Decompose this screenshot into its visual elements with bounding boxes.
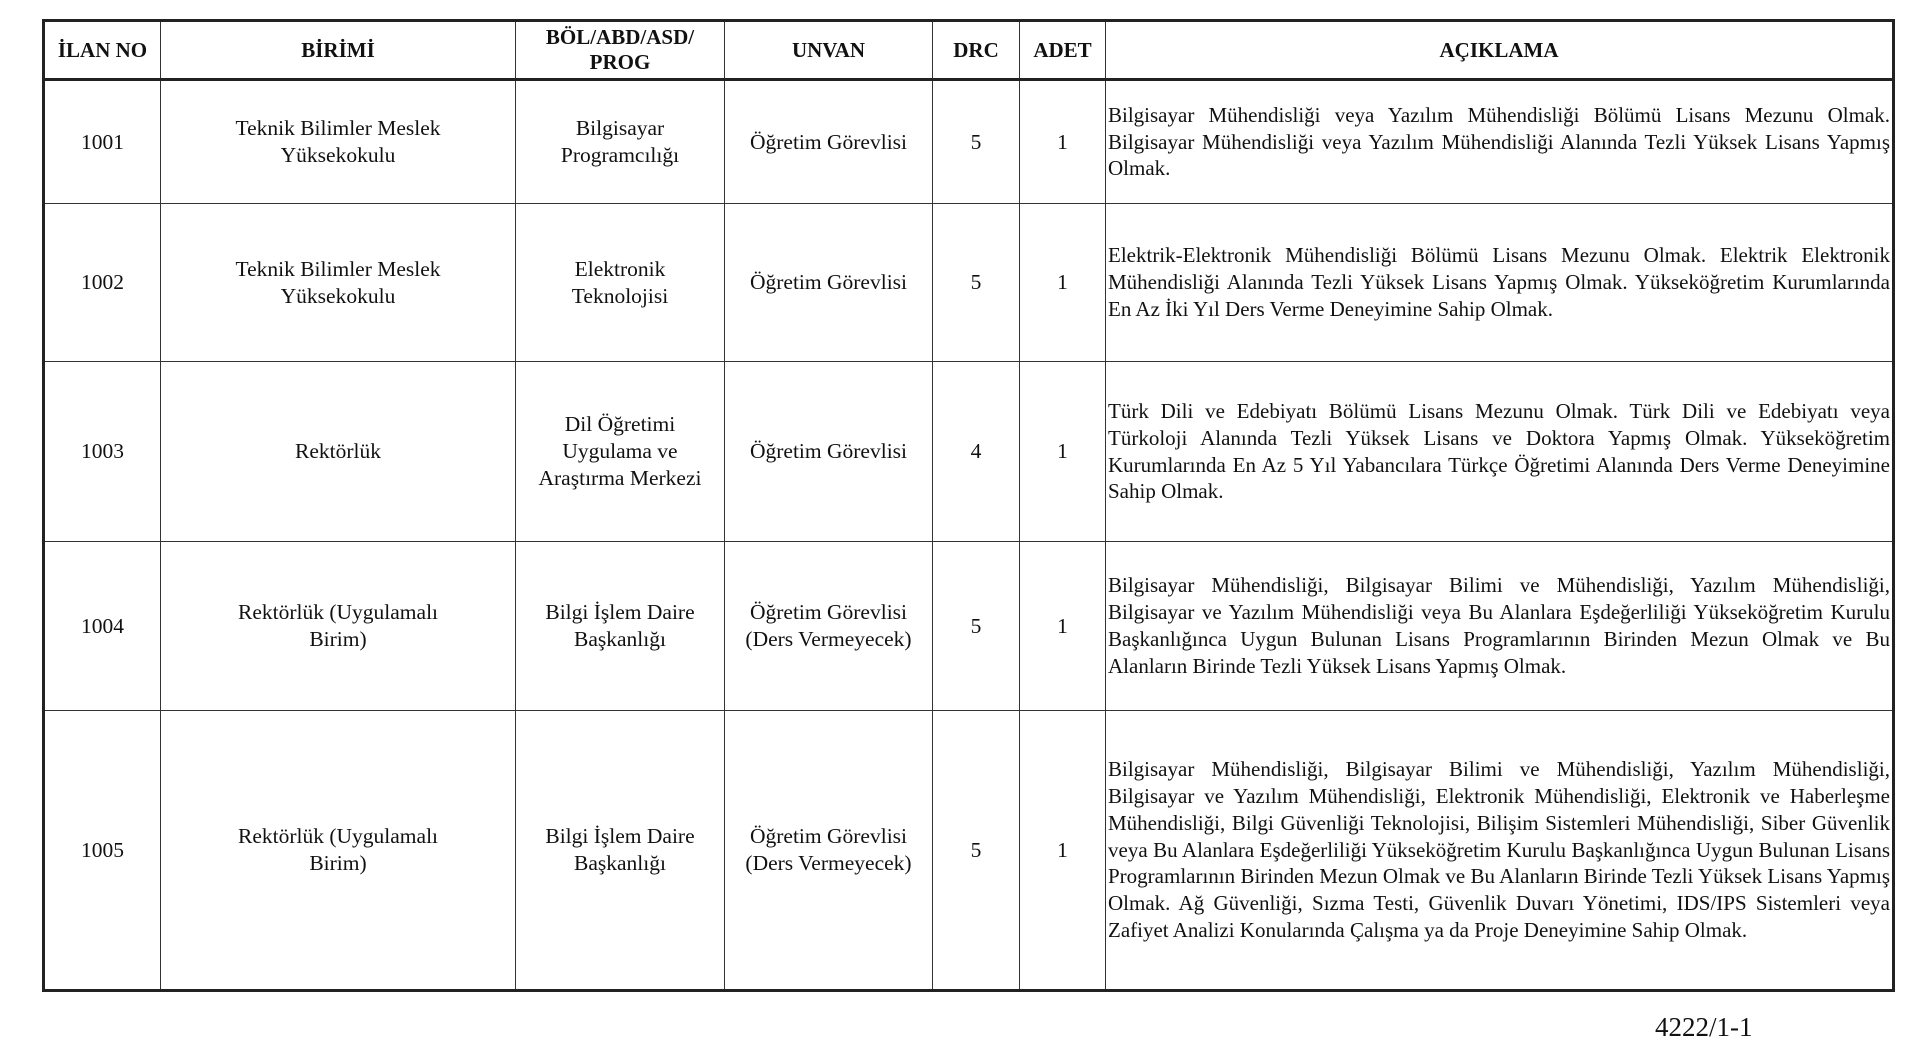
header-ilan-no: İLAN NO	[44, 21, 161, 80]
table-body	[44, 80, 1894, 991]
cell-drc: 5	[933, 711, 1020, 991]
cell-drc: 4	[933, 362, 1020, 542]
cell-drc: 5	[933, 80, 1020, 204]
cell-aciklama: Elektrik-Elektronik Mühendisliği Bölümü Lisans Mezunu Olmak. Elektrik Elektronik Mühendisliği Alanında Tezli Yüksek Lisans Yapmış Olmak. Yükseköğretim Kurumlarında En Az İki Yıl Ders Verme Deneyimine Sahip Olmak.	[1106, 204, 1894, 362]
cell-unvan: Öğretim Görevlisi (Ders Vermeyecek)	[725, 711, 933, 991]
table-row	[44, 80, 1894, 204]
cell-bolum: Bilgisayar Programcılığı	[516, 80, 725, 204]
table-header	[44, 21, 1894, 80]
cell-ilan-no: 1004	[44, 542, 161, 711]
cell-ilan-no: 1003	[44, 362, 161, 542]
cell-adet: 1	[1020, 204, 1106, 362]
header-bolum: BÖL/ABD/ASD/ PROG	[516, 21, 725, 80]
cell-adet: 1	[1020, 711, 1106, 991]
cell-drc: 5	[933, 542, 1020, 711]
cell-adet: 1	[1020, 80, 1106, 204]
job-listing-table	[42, 19, 1895, 992]
header-row	[44, 21, 1894, 80]
cell-adet: 1	[1020, 542, 1106, 711]
cell-adet: 1	[1020, 362, 1106, 542]
table-row	[44, 542, 1894, 711]
cell-bolum: Dil Öğretimi Uygulama ve Araştırma Merkezi	[516, 362, 725, 542]
cell-birimi: Teknik Bilimler Meslek Yüksekokulu	[161, 80, 516, 204]
cell-birimi: Teknik Bilimler Meslek Yüksekokulu	[161, 204, 516, 362]
cell-ilan-no: 1001	[44, 80, 161, 204]
cell-unvan: Öğretim Görevlisi (Ders Vermeyecek)	[725, 542, 933, 711]
header-birimi: BİRİMİ	[161, 21, 516, 80]
cell-aciklama: Türk Dili ve Edebiyatı Bölümü Lisans Mezunu Olmak. Türk Dili ve Edebiyatı veya Türkoloji Alanında Tezli Yüksek Lisans ve Doktora Yapmış Olmak. Yükseköğretim Kurumlarında En Az 5 Yıl Yabancılara Türkçe Öğretimi Alanında Ders Verme Deneyimine Sahip Olmak.	[1106, 362, 1894, 542]
table-row	[44, 362, 1894, 542]
header-aciklama: AÇIKLAMA	[1106, 21, 1894, 80]
cell-aciklama: Bilgisayar Mühendisliği veya Yazılım Mühendisliği Bölümü Lisans Mezunu Olmak. Bilgisayar Mühendisliği veya Yazılım Mühendisliği Alanında Tezli Yüksek Lisans Yapmış Olmak.	[1106, 80, 1894, 204]
cell-unvan: Öğretim Görevlisi	[725, 80, 933, 204]
table-row	[44, 204, 1894, 362]
header-unvan: UNVAN	[725, 21, 933, 80]
header-drc: DRC	[933, 21, 1020, 80]
cell-unvan: Öğretim Görevlisi	[725, 362, 933, 542]
table-row	[44, 711, 1894, 991]
cell-drc: 5	[933, 204, 1020, 362]
cell-birimi: Rektörlük	[161, 362, 516, 542]
cell-bolum: Elektronik Teknolojisi	[516, 204, 725, 362]
cell-birimi: Rektörlük (Uygulamalı Birim)	[161, 711, 516, 991]
cell-unvan: Öğretim Görevlisi	[725, 204, 933, 362]
cell-bolum: Bilgi İşlem Daire Başkanlığı	[516, 711, 725, 991]
cell-ilan-no: 1005	[44, 711, 161, 991]
cell-aciklama: Bilgisayar Mühendisliği, Bilgisayar Bilimi ve Mühendisliği, Yazılım Mühendisliği, Bilgisayar ve Yazılım Mühendisliği, Elektronik Mühendisliği, Elektronik ve Haberleşme Mühendisliği, Bilgi Güvenliği Teknolojisi, Bilişim Sistemleri Mühendisliği, Siber Güvenlik veya Bu Alanlara Eşdeğerliliği Yükseköğretim Kurulu Başkanlığınca Uygun Bulunan Lisans Programlarının Birinden Mezun Olmak ve Bu Alanların Birinde Tezli Yüksek Lisans Yapmış Olmak. Ağ Güvenliği, Sızma Testi, Güvenlik Duvarı Yönetimi, IDS/IPS Sistemleri veya Zafiyet Analizi Konularında Çalışma ya da Proje Deneyimine Sahip Olmak.	[1106, 711, 1894, 991]
cell-ilan-no: 1002	[44, 204, 161, 362]
cell-aciklama: Bilgisayar Mühendisliği, Bilgisayar Bilimi ve Mühendisliği, Yazılım Mühendisliği, Bilgisayar ve Yazılım Mühendisliği veya Bu Alanlara Eşdeğerliliği Yükseköğretim Kurulu Başkanlığınca Uygun Bulunan Lisans Programlarının Birinden Mezun Olmak ve Bu Alanların Birinde Tezli Yüksek Lisans Yapmış Olmak.	[1106, 542, 1894, 711]
page-number: 4222/1-1	[1655, 1012, 1753, 1042]
cell-birimi: Rektörlük (Uygulamalı Birim)	[161, 542, 516, 711]
header-adet: ADET	[1020, 21, 1106, 80]
cell-bolum: Bilgi İşlem Daire Başkanlığı	[516, 542, 725, 711]
